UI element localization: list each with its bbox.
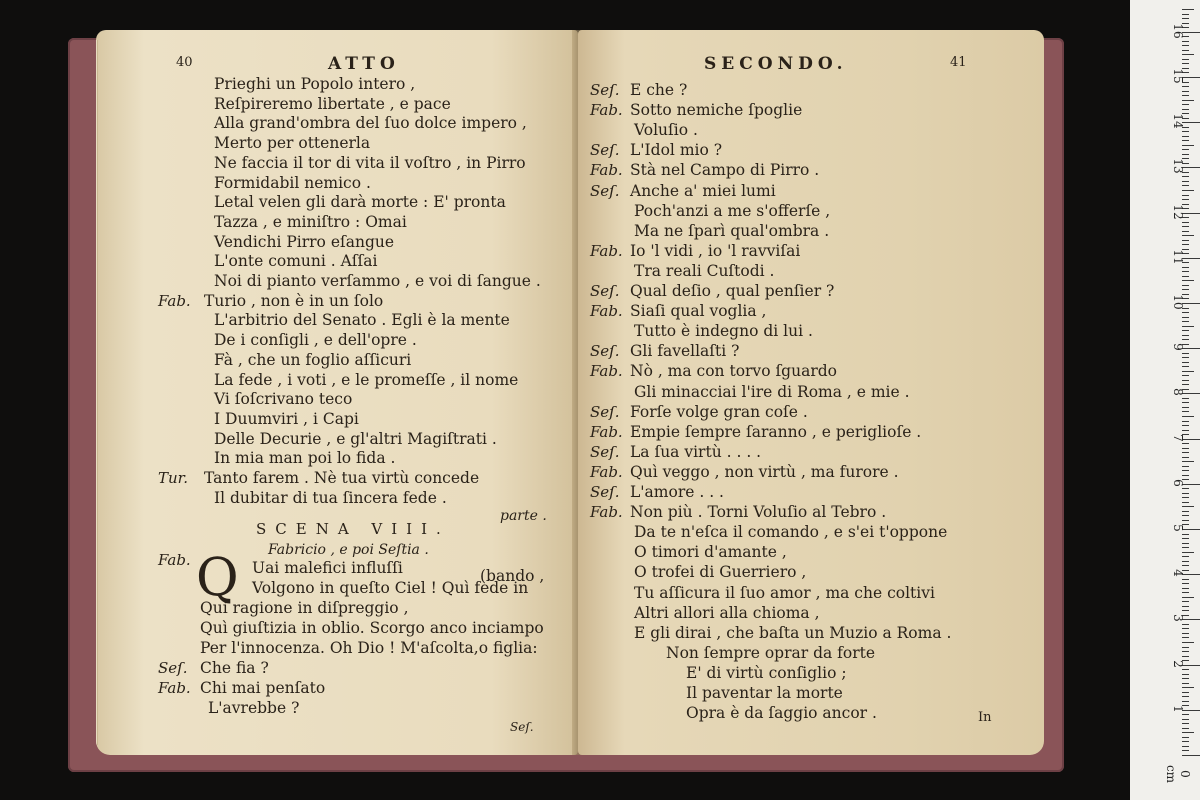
verse-line: E gli dirai , che baſta un Muzio a Roma . bbox=[634, 623, 952, 642]
left-page bbox=[96, 30, 578, 755]
ruler-tick bbox=[1182, 18, 1189, 19]
ruler-tick bbox=[1182, 371, 1194, 372]
verse-line: Che fia ? bbox=[200, 659, 269, 677]
ruler-tick bbox=[1182, 199, 1189, 200]
ruler-number: 6 bbox=[1171, 478, 1185, 487]
verse-line: Il dubitar di tua ſincera fede . bbox=[214, 488, 447, 507]
ruler-tick bbox=[1182, 235, 1194, 236]
ruler-tick bbox=[1182, 461, 1194, 462]
verse-line: Nò , ma con torvo ſguardo bbox=[630, 362, 837, 381]
catchword: In bbox=[978, 710, 992, 725]
ruler-tick bbox=[1182, 583, 1189, 584]
ruler-tick bbox=[1182, 366, 1189, 367]
ruler-tick bbox=[1182, 190, 1194, 191]
ruler-tick bbox=[1182, 511, 1189, 512]
ruler-tick bbox=[1182, 723, 1189, 724]
verse-line: Tu aſſicura il ſuo amor , ma che coltivi bbox=[634, 583, 935, 602]
verse-line: Non più . Torni Voluſio al Tebro . bbox=[630, 503, 887, 522]
measuring-ruler bbox=[1130, 0, 1200, 800]
verse-line: Reſpireremo libertate , e pace bbox=[214, 94, 451, 113]
speaker-label: Fab. bbox=[590, 422, 623, 441]
ruler-tick bbox=[1182, 95, 1189, 96]
ruler-number: 1 bbox=[1171, 704, 1185, 713]
speaker-label: Seſ. bbox=[158, 659, 188, 677]
ruler-tick bbox=[1182, 109, 1189, 110]
ruler-tick bbox=[1182, 755, 1200, 756]
ruler-tick bbox=[1182, 728, 1189, 729]
ruler-tick bbox=[1182, 502, 1189, 503]
ruler-tick bbox=[1182, 732, 1194, 733]
ruler-tick bbox=[1182, 276, 1189, 277]
catchword: Seſ. bbox=[510, 720, 534, 734]
verse-line: Volgono in queſto Ciel ! Quì fede in bbox=[252, 579, 529, 597]
ruler-tick bbox=[1182, 637, 1189, 638]
verse-line: Uai malefici influſſi bbox=[252, 559, 403, 577]
speaker-label: Fab. bbox=[590, 101, 623, 120]
verse-line: Letal velen gli darà morte : E' pronta bbox=[214, 193, 506, 212]
ruler-number: 9 bbox=[1171, 343, 1185, 351]
ruler-tick bbox=[1182, 470, 1189, 471]
page-number-right: 41 bbox=[950, 55, 967, 70]
speaker-label: Seſ. bbox=[590, 282, 620, 300]
ruler-tick bbox=[1182, 497, 1189, 498]
ruler-tick bbox=[1182, 457, 1189, 458]
ruler-tick bbox=[1182, 421, 1189, 422]
verse-line: Empie ſempre ſaranno , e periglioſe . bbox=[630, 422, 922, 441]
ruler-tick bbox=[1182, 176, 1189, 177]
ruler-tick bbox=[1182, 556, 1189, 557]
speaker-label: Seſ. bbox=[590, 483, 620, 501]
ruler-tick bbox=[1182, 91, 1189, 92]
ruler-tick bbox=[1182, 466, 1189, 467]
speaker-label: Seſ. bbox=[590, 141, 620, 160]
ruler-tick bbox=[1182, 244, 1189, 245]
speaker-label: Seſ. bbox=[590, 402, 620, 421]
verse-line: Per l'innocenza. Oh Dio ! M'aſcolta,o figlia: bbox=[200, 639, 538, 657]
ruler-tick bbox=[1182, 100, 1194, 101]
verse-line: Quì giuſtizia in oblio. Scorgo anco inciampo bbox=[200, 619, 544, 637]
verse-line: L'onte comuni . Aſſai bbox=[214, 252, 378, 271]
running-head-left: ATTO bbox=[328, 54, 400, 74]
verse-line: Sotto nemiche ſpoglie bbox=[630, 101, 803, 120]
verse-line: E' di virtù conſiglio ; bbox=[686, 663, 847, 682]
ruler-tick bbox=[1182, 678, 1189, 679]
ruler-tick bbox=[1182, 547, 1189, 548]
speaker-label: Seſ. bbox=[590, 181, 620, 200]
ruler-tick bbox=[1182, 54, 1194, 55]
ruler-tick bbox=[1182, 195, 1189, 196]
verse-line: Non ſempre oprar da forte bbox=[666, 643, 876, 662]
exit-note: parte . bbox=[500, 508, 547, 524]
verse-line: Forſe volge gran coſe . bbox=[630, 402, 808, 421]
verse-line: Gli favellaſti ? bbox=[630, 342, 740, 361]
verse-line: Voluſio . bbox=[634, 121, 698, 140]
verse-line: Anche a' miei lumi bbox=[630, 181, 776, 200]
ruler-number: 2 bbox=[1171, 659, 1185, 668]
verse-line: Formidabil nemico . bbox=[214, 173, 371, 192]
verse-line: Quì veggo , non virtù , ma furore . bbox=[630, 462, 899, 481]
drop-cap: Q bbox=[196, 548, 239, 608]
verse-line: Qual deſio , qual penſier ? bbox=[630, 282, 835, 300]
running-head-right: SECONDO. bbox=[704, 54, 848, 74]
ruler-tick bbox=[1182, 696, 1189, 697]
ruler-tick bbox=[1182, 326, 1194, 327]
speaker-label: Fab. bbox=[590, 462, 623, 481]
verse-line: Ne faccia il tor di vita il voſtro , in Pirro bbox=[214, 153, 526, 172]
ruler-tick bbox=[1182, 425, 1189, 426]
verse-line: I Duumviri , i Capi bbox=[214, 409, 359, 428]
open-book bbox=[84, 30, 1052, 765]
ruler-tick bbox=[1182, 280, 1194, 281]
verse-line: Alla grand'ombra del ſuo dolce impero , bbox=[214, 114, 527, 133]
ruler-tick bbox=[1182, 687, 1194, 688]
verse-line: O trofei di Guerriero , bbox=[634, 563, 807, 582]
scene-characters: Fabricio , e poi Seſtia . bbox=[268, 542, 429, 558]
ruler-tick bbox=[1182, 131, 1189, 132]
ruler-tick bbox=[1182, 86, 1189, 87]
ruler-tick bbox=[1182, 746, 1189, 747]
ruler-number: 13 bbox=[1171, 158, 1185, 175]
speaker-label: Fab. bbox=[590, 503, 623, 522]
ruler-tick bbox=[1182, 149, 1189, 150]
speaker-label: Seſ. bbox=[590, 342, 620, 361]
ruler-tick bbox=[1182, 357, 1189, 358]
ruler-tick bbox=[1182, 737, 1189, 738]
ruler-tick bbox=[1182, 271, 1189, 272]
ruler-number: 15 bbox=[1171, 68, 1185, 84]
verse-line: Il paventar la morte bbox=[686, 684, 843, 702]
verse-line: La fede , i voti , e le promeſſe , il nome bbox=[214, 370, 519, 389]
verse-line: Chi mai penſato bbox=[200, 679, 326, 697]
ruler-tick bbox=[1182, 592, 1189, 593]
ruler-tick bbox=[1182, 50, 1189, 51]
ruler-number: 3 bbox=[1171, 614, 1185, 623]
ruler-tick bbox=[1182, 380, 1189, 381]
ruler-tick bbox=[1182, 651, 1189, 652]
ruler-number: 8 bbox=[1171, 388, 1185, 397]
ruler-tick bbox=[1182, 588, 1189, 589]
verse-line: Noi di pianto verſammo , e voi di ſangue . bbox=[214, 272, 541, 290]
ruler-tick bbox=[1182, 750, 1189, 751]
ruler-tick bbox=[1182, 289, 1189, 290]
ruler-tick bbox=[1182, 506, 1194, 507]
ruler-tick bbox=[1182, 538, 1189, 539]
ruler-tick bbox=[1182, 552, 1194, 553]
verse-line: L'amore . . . bbox=[630, 483, 724, 501]
verse-line: E che ? bbox=[630, 81, 688, 99]
verse-line: Vi ſoſcrivano teco bbox=[214, 390, 353, 409]
ruler-unit-label: 0 cm bbox=[1164, 764, 1192, 784]
verse-line: Ma ne ſparì qual'ombra . bbox=[634, 221, 830, 240]
ruler-tick bbox=[1182, 452, 1189, 453]
ruler-tick bbox=[1182, 136, 1189, 137]
scene-heading: SCENA VIII. bbox=[256, 520, 450, 538]
ruler-tick bbox=[1182, 692, 1189, 693]
speaker-label: Fab. bbox=[158, 291, 191, 310]
ruler-tick bbox=[1182, 104, 1189, 105]
verse-line: Tanto farem . Nè tua virtù concede bbox=[204, 469, 480, 487]
ruler-tick bbox=[1182, 601, 1189, 602]
ruler-tick bbox=[1182, 226, 1189, 227]
ruler-tick bbox=[1182, 407, 1189, 408]
speaker-label: Seſ. bbox=[590, 442, 620, 461]
ruler-tick bbox=[1182, 683, 1189, 684]
verse-line: Delle Decurie , e gl'altri Magiſtrati . bbox=[214, 429, 497, 448]
ruler-tick bbox=[1182, 63, 1189, 64]
ruler-tick bbox=[1182, 416, 1194, 417]
verse-line: La ſua virtù . . . . bbox=[630, 442, 762, 461]
ruler-tick bbox=[1182, 515, 1189, 516]
ruler-tick bbox=[1182, 411, 1189, 412]
speaker-label: Fab. bbox=[590, 362, 623, 381]
ruler-tick bbox=[1182, 628, 1189, 629]
verse-line: (bando , bbox=[480, 567, 545, 585]
ruler-tick bbox=[1182, 321, 1189, 322]
speaker-label: Fab. bbox=[590, 302, 623, 321]
ruler-tick bbox=[1182, 741, 1189, 742]
ruler-tick bbox=[1182, 647, 1189, 648]
verse-line: Io 'l vidi , io 'l ravviſai bbox=[630, 241, 801, 260]
ruler-tick bbox=[1182, 14, 1189, 15]
ruler-tick bbox=[1182, 402, 1189, 403]
ruler-number: 7 bbox=[1171, 433, 1185, 442]
ruler-tick bbox=[1182, 145, 1194, 146]
ruler-tick bbox=[1182, 633, 1189, 634]
ruler-tick bbox=[1182, 185, 1189, 186]
verse-line: In mia man poi lo fida . bbox=[214, 449, 396, 468]
speaker-label: Fab. bbox=[158, 679, 191, 697]
right-page bbox=[578, 30, 1044, 755]
ruler-tick bbox=[1182, 335, 1189, 336]
ruler-tick bbox=[1182, 240, 1189, 241]
page-number-left: 40 bbox=[176, 55, 193, 70]
verse-line: Prieghi un Popolo intero , bbox=[214, 75, 416, 93]
verse-line: De i conſigli , e dell'opre . bbox=[214, 331, 417, 350]
verse-line: Quì ragione in diſpreggio , bbox=[200, 599, 409, 617]
ruler-tick bbox=[1182, 375, 1189, 376]
ruler-tick bbox=[1182, 317, 1189, 318]
verse-line: Poch'anzi a me s'offerſe , bbox=[634, 201, 831, 220]
verse-line: Altri allori alla chioma , bbox=[634, 603, 820, 622]
verse-line: L'Idol mio ? bbox=[630, 141, 723, 160]
verse-line: L'arbitrio del Senato . Egli è la mente bbox=[214, 311, 510, 330]
ruler-number: 14 bbox=[1171, 113, 1185, 129]
verse-line: Fà , che un foglio aſſicuri bbox=[214, 350, 412, 369]
ruler-number: 10 bbox=[1171, 294, 1185, 310]
verse-line: Tutto è indegno di lui . bbox=[634, 322, 813, 341]
ruler-tick bbox=[1182, 181, 1189, 182]
speaker-label: Seſ. bbox=[590, 81, 620, 99]
verse-line: Merto per ottenerla bbox=[214, 134, 371, 153]
ruler-tick bbox=[1182, 59, 1189, 60]
speaker-label: Fab. bbox=[590, 241, 623, 260]
ruler-tick bbox=[1182, 285, 1189, 286]
speaker-label: Fab. bbox=[158, 551, 191, 569]
speaker-label: Tur. bbox=[158, 469, 188, 487]
ruler-tick bbox=[1182, 45, 1189, 46]
verse-line: Vendichi Pirro eſangue bbox=[214, 232, 395, 251]
ruler-number: 5 bbox=[1171, 524, 1185, 532]
ruler-tick bbox=[1182, 9, 1194, 10]
verse-line: Tra reali Cuſtodi . bbox=[634, 261, 775, 280]
verse-line: Da te n'eſca il comando , e s'ei t'oppone bbox=[634, 523, 948, 542]
ruler-tick bbox=[1182, 312, 1189, 313]
ruler-tick bbox=[1182, 140, 1189, 141]
verse-line: Siaſi qual voglia , bbox=[630, 302, 767, 321]
ruler-tick bbox=[1182, 231, 1189, 232]
verse-line: O timori d'amante , bbox=[634, 543, 787, 562]
ruler-tick bbox=[1182, 597, 1194, 598]
verse-line: Stà nel Campo di Pirro . bbox=[630, 161, 820, 180]
verse-line: Opra è da ſaggio ancor . bbox=[686, 704, 877, 723]
ruler-tick bbox=[1182, 606, 1189, 607]
verse-line: Tazza , e miniſtro : Omai bbox=[214, 212, 407, 231]
verse-line: Gli minacciai l'ire di Roma , e mie . bbox=[634, 382, 910, 401]
speaker-label: Fab. bbox=[590, 161, 623, 180]
verse-line: L'avrebbe ? bbox=[208, 699, 300, 717]
ruler-tick bbox=[1182, 642, 1194, 643]
ruler-number: 11 bbox=[1171, 249, 1185, 265]
ruler-tick bbox=[1182, 561, 1189, 562]
ruler-number: 16 bbox=[1171, 23, 1185, 39]
ruler-tick bbox=[1182, 362, 1189, 363]
ruler-number: 12 bbox=[1171, 203, 1185, 220]
ruler-tick bbox=[1182, 330, 1189, 331]
ruler-tick bbox=[1182, 154, 1189, 155]
ruler-tick bbox=[1182, 543, 1189, 544]
verse-line: Turio , non è in un ſolo bbox=[204, 291, 384, 310]
ruler-number: 4 bbox=[1171, 569, 1185, 577]
